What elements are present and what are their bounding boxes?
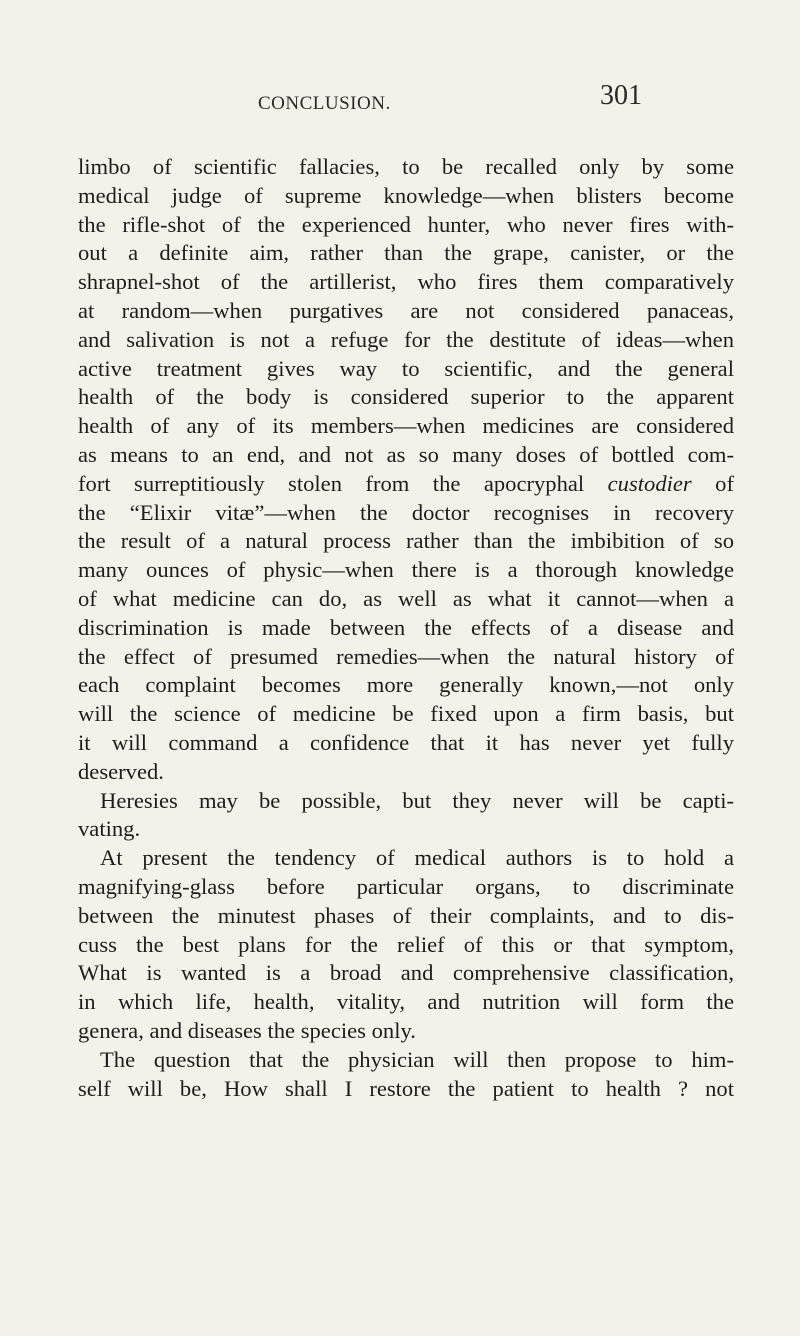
text-line: vating. [78, 816, 141, 842]
text-line: at random—when purgatives are not considered panaceas, [78, 297, 734, 323]
running-title: CONCLUSION. [258, 93, 391, 114]
text-line: it will command a confidence that it has never yet fully [78, 729, 734, 755]
text-line: limbo of scientific fallacies, to be recalled only by some [78, 154, 734, 179]
text-line: the effect of presumed remedies—when the natural history of [78, 643, 734, 669]
text-line: will the science of medicine be fixed upon a firm basis, but [78, 701, 734, 727]
italic-word: custodier [607, 470, 692, 496]
paragraph-start: The question that the physician will then propose to him- [100, 1046, 734, 1072]
text-line: the rifle-shot of the experienced hunter, who never fires with- [78, 211, 734, 237]
paragraph-start: At present the tendency of medical authors is to hold a [100, 845, 734, 871]
body-text [78, 153, 734, 1103]
page-number: 301 [600, 80, 642, 111]
text-line: out a definite aim, rather than the grape, canister, or the [78, 240, 734, 266]
text-line: What is wanted is a broad and comprehensive classification, [78, 960, 734, 986]
text-line: medical judge of supreme knowledge—when blisters become [78, 182, 734, 208]
text-line: health of the body is considered superior to the apparent [78, 384, 734, 410]
text-line: as means to an end, and not as so many doses of bottled com- [78, 441, 734, 467]
text-line: health of any of its members—when medicines are considered [78, 413, 734, 439]
text-line: many ounces of physic—when there is a thorough knowledge [78, 557, 734, 583]
text-line: each complaint becomes more generally known,—not only [78, 672, 734, 698]
text-line: shrapnel-shot of the artillerist, who fires them comparatively [78, 269, 734, 295]
text-line: genera, and diseases the species only. [78, 1017, 416, 1043]
text-line: the “Elixir vitæ”—when the doctor recognises in recovery [78, 499, 734, 525]
paragraph-start: Heresies may be possible, but they never will be capti- [100, 787, 734, 813]
text-line: of what medicine can do, as well as what it cannot—when a [78, 585, 734, 611]
text-line: self will be, How shall I restore the patient to health ? not [78, 1075, 734, 1101]
text-line: active treatment gives way to scientific, and the general [78, 355, 734, 381]
text-line: in which life, health, vitality, and nutrition will form the [78, 989, 734, 1015]
text-line: the result of a natural process rather than the imbibition of so [78, 528, 734, 554]
text-line: and salivation is not a refuge for the destitute of ideas—when [78, 326, 734, 352]
text-segment: of [691, 470, 734, 496]
text-line: between the minutest phases of their complaints, and to dis- [78, 902, 734, 928]
text-line-with-italic [78, 470, 734, 499]
text-segment: fort surreptitiously stolen from the apocryphal [78, 470, 608, 496]
text-line: deserved. [78, 758, 164, 784]
text-line: discrimination is made between the effects of a disease and [78, 614, 734, 640]
text-line: cuss the best plans for the relief of this or that symptom, [78, 931, 734, 957]
text-line: magnifying-glass before particular organs, to discriminate [78, 873, 734, 899]
